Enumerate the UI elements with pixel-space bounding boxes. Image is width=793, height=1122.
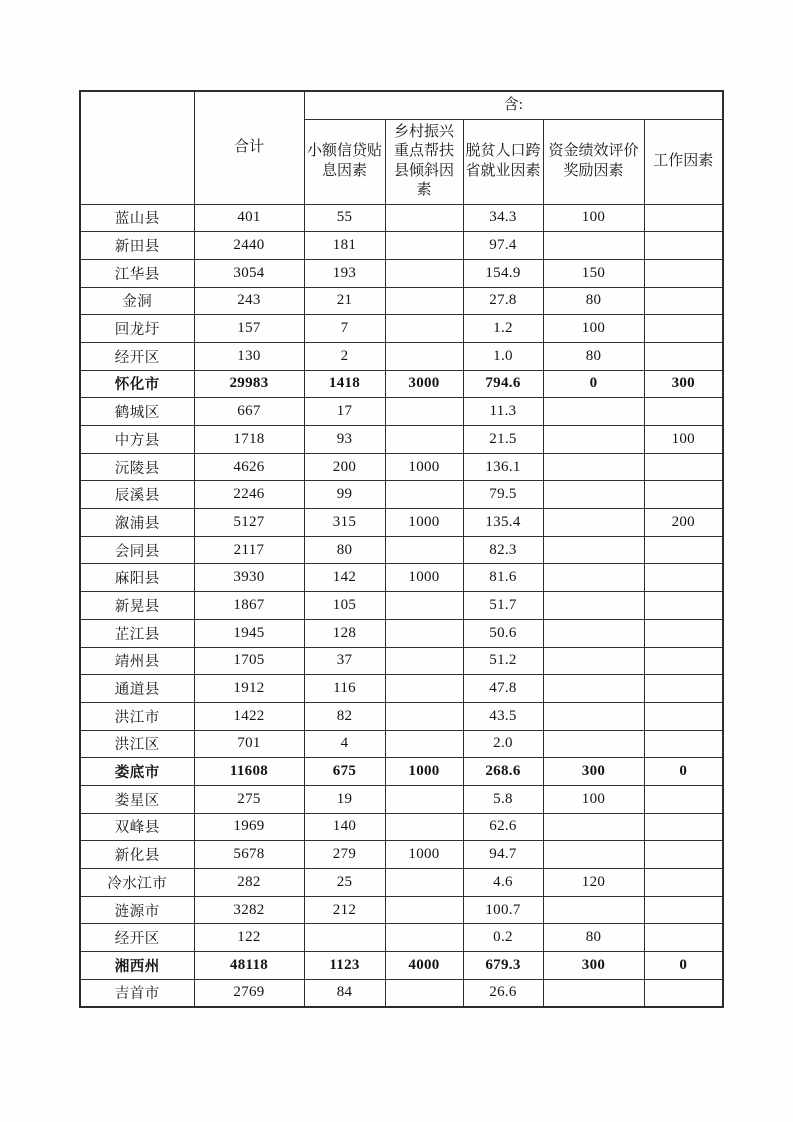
table-row <box>80 204 723 232</box>
county-tilt-cell <box>385 675 463 703</box>
microcredit-cell: 181 <box>304 232 385 260</box>
microcredit-cell: 55 <box>304 204 385 232</box>
microcredit-cell: 19 <box>304 785 385 813</box>
work-factor-cell <box>644 342 723 370</box>
county-tilt-cell <box>385 259 463 287</box>
table-row <box>80 647 723 675</box>
region-name-cell: 中方县 <box>80 426 194 454</box>
employment-cell: 27.8 <box>463 287 543 315</box>
performance-cell: 120 <box>543 869 644 897</box>
work-factor-cell <box>644 287 723 315</box>
work-factor-cell <box>644 979 723 1007</box>
county-tilt-cell <box>385 896 463 924</box>
table-row <box>80 370 723 398</box>
employment-cell: 1.2 <box>463 315 543 343</box>
performance-cell: 0 <box>543 370 644 398</box>
county-tilt-cell <box>385 426 463 454</box>
performance-cell <box>543 813 644 841</box>
employment-cell: 82.3 <box>463 536 543 564</box>
employment-cell: 21.5 <box>463 426 543 454</box>
region-name-cell: 会同县 <box>80 536 194 564</box>
allocation-table <box>79 90 724 1008</box>
performance-cell: 300 <box>543 758 644 786</box>
work-factor-cell <box>644 619 723 647</box>
work-factor-cell <box>644 702 723 730</box>
performance-cell <box>543 426 644 454</box>
employment-column-header: 脱贫人口跨省就业因素 <box>463 119 543 204</box>
total-cell: 122 <box>194 924 304 952</box>
total-cell: 1422 <box>194 702 304 730</box>
performance-cell: 80 <box>543 287 644 315</box>
work-factor-cell <box>644 869 723 897</box>
employment-cell: 4.6 <box>463 869 543 897</box>
county-tilt-cell <box>385 924 463 952</box>
microcredit-cell: 128 <box>304 619 385 647</box>
table-row <box>80 896 723 924</box>
work-factor-cell <box>644 398 723 426</box>
table-row <box>80 979 723 1007</box>
region-name-cell: 鹤城区 <box>80 398 194 426</box>
employment-cell: 136.1 <box>463 453 543 481</box>
region-name-cell: 新化县 <box>80 841 194 869</box>
county-tilt-cell <box>385 730 463 758</box>
total-cell: 1912 <box>194 675 304 703</box>
total-cell: 401 <box>194 204 304 232</box>
performance-cell: 100 <box>543 204 644 232</box>
region-name-cell: 涟源市 <box>80 896 194 924</box>
table-row <box>80 426 723 454</box>
total-cell: 5127 <box>194 509 304 537</box>
performance-cell <box>543 232 644 260</box>
microcredit-cell: 279 <box>304 841 385 869</box>
work-factor-cell <box>644 841 723 869</box>
performance-cell <box>543 730 644 758</box>
employment-cell: 51.7 <box>463 592 543 620</box>
microcredit-cell: 2 <box>304 342 385 370</box>
table-row <box>80 869 723 897</box>
microcredit-cell: 193 <box>304 259 385 287</box>
total-cell: 243 <box>194 287 304 315</box>
employment-cell: 5.8 <box>463 785 543 813</box>
including-header: 含: <box>304 91 723 119</box>
microcredit-cell: 4 <box>304 730 385 758</box>
table-body <box>80 204 723 1007</box>
total-cell: 130 <box>194 342 304 370</box>
microcredit-cell: 17 <box>304 398 385 426</box>
county-tilt-cell <box>385 287 463 315</box>
region-name-cell: 江华县 <box>80 259 194 287</box>
table-row <box>80 259 723 287</box>
microcredit-cell: 212 <box>304 896 385 924</box>
table-row <box>80 398 723 426</box>
table-row <box>80 342 723 370</box>
microcredit-cell <box>304 924 385 952</box>
county-tilt-cell <box>385 398 463 426</box>
work-factor-cell: 300 <box>644 370 723 398</box>
table-row <box>80 813 723 841</box>
table-row <box>80 315 723 343</box>
performance-cell: 100 <box>543 315 644 343</box>
county-tilt-cell <box>385 619 463 647</box>
microcredit-cell: 21 <box>304 287 385 315</box>
region-name-cell: 回龙圩 <box>80 315 194 343</box>
total-cell: 282 <box>194 869 304 897</box>
total-column-header: 合计 <box>194 91 304 204</box>
region-name-cell: 麻阳县 <box>80 564 194 592</box>
county-tilt-cell: 1000 <box>385 841 463 869</box>
performance-cell <box>543 647 644 675</box>
performance-cell: 150 <box>543 259 644 287</box>
table-header <box>80 91 723 204</box>
work-factor-cell <box>644 896 723 924</box>
work-factor-cell <box>644 647 723 675</box>
total-cell: 1867 <box>194 592 304 620</box>
microcredit-cell: 142 <box>304 564 385 592</box>
region-name-cell: 新田县 <box>80 232 194 260</box>
county-tilt-cell <box>385 481 463 509</box>
employment-cell: 47.8 <box>463 675 543 703</box>
total-cell: 1718 <box>194 426 304 454</box>
work-factor-cell: 100 <box>644 426 723 454</box>
total-cell: 2440 <box>194 232 304 260</box>
total-cell: 1705 <box>194 647 304 675</box>
microcredit-cell: 37 <box>304 647 385 675</box>
performance-cell: 100 <box>543 785 644 813</box>
performance-cell <box>543 896 644 924</box>
work-factor-cell <box>644 564 723 592</box>
county-tilt-cell: 4000 <box>385 952 463 980</box>
employment-cell: 43.5 <box>463 702 543 730</box>
microcredit-cell: 7 <box>304 315 385 343</box>
employment-cell: 94.7 <box>463 841 543 869</box>
employment-cell: 154.9 <box>463 259 543 287</box>
performance-cell <box>543 398 644 426</box>
microcredit-cell: 105 <box>304 592 385 620</box>
work-factor-cell <box>644 813 723 841</box>
table-row <box>80 509 723 537</box>
total-cell: 1969 <box>194 813 304 841</box>
county-tilt-cell: 1000 <box>385 758 463 786</box>
performance-cell <box>543 619 644 647</box>
table-row <box>80 619 723 647</box>
total-cell: 2769 <box>194 979 304 1007</box>
total-cell: 2246 <box>194 481 304 509</box>
employment-cell: 135.4 <box>463 509 543 537</box>
work-factor-cell <box>644 675 723 703</box>
microcredit-cell: 82 <box>304 702 385 730</box>
performance-cell <box>543 536 644 564</box>
county-tilt-cell: 1000 <box>385 509 463 537</box>
employment-cell: 2.0 <box>463 730 543 758</box>
region-name-cell: 吉首市 <box>80 979 194 1007</box>
table-row <box>80 287 723 315</box>
performance-cell <box>543 592 644 620</box>
total-cell: 3930 <box>194 564 304 592</box>
region-name-cell: 辰溪县 <box>80 481 194 509</box>
header-row-including <box>80 91 723 119</box>
total-cell: 2117 <box>194 536 304 564</box>
work-factor-cell <box>644 924 723 952</box>
region-name-cell: 娄底市 <box>80 758 194 786</box>
region-name-cell: 经开区 <box>80 924 194 952</box>
microcredit-cell: 84 <box>304 979 385 1007</box>
total-cell: 4626 <box>194 453 304 481</box>
county-tilt-cell: 1000 <box>385 564 463 592</box>
work-factor-cell: 0 <box>644 952 723 980</box>
county-tilt-cell <box>385 979 463 1007</box>
work-factor-cell: 0 <box>644 758 723 786</box>
performance-cell <box>543 453 644 481</box>
performance-cell <box>543 675 644 703</box>
corner-cell <box>80 91 194 204</box>
microcredit-cell: 93 <box>304 426 385 454</box>
region-name-cell: 蓝山县 <box>80 204 194 232</box>
performance-cell <box>543 564 644 592</box>
region-name-cell: 洪江区 <box>80 730 194 758</box>
work-factor-cell <box>644 232 723 260</box>
employment-cell: 50.6 <box>463 619 543 647</box>
region-name-cell: 冷水江市 <box>80 869 194 897</box>
employment-cell: 79.5 <box>463 481 543 509</box>
total-cell: 11608 <box>194 758 304 786</box>
work-factor-cell <box>644 481 723 509</box>
table-row <box>80 536 723 564</box>
employment-cell: 100.7 <box>463 896 543 924</box>
performance-cell <box>543 481 644 509</box>
county-tilt-cell: 3000 <box>385 370 463 398</box>
table-row <box>80 785 723 813</box>
work-factor-cell <box>644 453 723 481</box>
microcredit-cell: 1418 <box>304 370 385 398</box>
total-cell: 275 <box>194 785 304 813</box>
county-tilt-cell <box>385 647 463 675</box>
table-row <box>80 232 723 260</box>
total-cell: 3282 <box>194 896 304 924</box>
county-tilt-cell <box>385 702 463 730</box>
total-cell: 701 <box>194 730 304 758</box>
performance-cell <box>543 702 644 730</box>
employment-cell: 62.6 <box>463 813 543 841</box>
county-tilt-cell <box>385 232 463 260</box>
work-factor-cell <box>644 204 723 232</box>
microcredit-cell: 1123 <box>304 952 385 980</box>
region-name-cell: 沅陵县 <box>80 453 194 481</box>
region-name-cell: 金洞 <box>80 287 194 315</box>
microcredit-cell: 200 <box>304 453 385 481</box>
table-row <box>80 453 723 481</box>
work-factor-column-header: 工作因素 <box>644 119 723 204</box>
work-factor-cell: 200 <box>644 509 723 537</box>
county-tilt-cell <box>385 869 463 897</box>
microcredit-cell: 140 <box>304 813 385 841</box>
total-cell: 1945 <box>194 619 304 647</box>
total-cell: 29983 <box>194 370 304 398</box>
county-tilt-cell <box>385 592 463 620</box>
region-name-cell: 新晃县 <box>80 592 194 620</box>
microcredit-cell: 116 <box>304 675 385 703</box>
table-row <box>80 841 723 869</box>
employment-cell: 11.3 <box>463 398 543 426</box>
performance-cell <box>543 979 644 1007</box>
table-row <box>80 702 723 730</box>
table-row <box>80 730 723 758</box>
county-tilt-cell <box>385 315 463 343</box>
performance-column-header: 资金绩效评价奖励因素 <box>543 119 644 204</box>
microcredit-column-header: 小额信贷贴息因素 <box>304 119 385 204</box>
employment-cell: 679.3 <box>463 952 543 980</box>
region-name-cell: 芷江县 <box>80 619 194 647</box>
work-factor-cell <box>644 730 723 758</box>
region-name-cell: 怀化市 <box>80 370 194 398</box>
table-row <box>80 481 723 509</box>
performance-cell: 300 <box>543 952 644 980</box>
work-factor-cell <box>644 259 723 287</box>
employment-cell: 1.0 <box>463 342 543 370</box>
microcredit-cell: 315 <box>304 509 385 537</box>
employment-cell: 81.6 <box>463 564 543 592</box>
region-name-cell: 溆浦县 <box>80 509 194 537</box>
region-name-cell: 经开区 <box>80 342 194 370</box>
work-factor-cell <box>644 536 723 564</box>
performance-cell: 80 <box>543 342 644 370</box>
region-name-cell: 靖州县 <box>80 647 194 675</box>
region-name-cell: 双峰县 <box>80 813 194 841</box>
county-tilt-cell <box>385 536 463 564</box>
work-factor-cell <box>644 315 723 343</box>
table-row <box>80 592 723 620</box>
employment-cell: 97.4 <box>463 232 543 260</box>
microcredit-cell: 99 <box>304 481 385 509</box>
region-name-cell: 湘西州 <box>80 952 194 980</box>
total-cell: 157 <box>194 315 304 343</box>
total-cell: 3054 <box>194 259 304 287</box>
performance-cell <box>543 841 644 869</box>
microcredit-cell: 25 <box>304 869 385 897</box>
table-row <box>80 564 723 592</box>
performance-cell: 80 <box>543 924 644 952</box>
total-cell: 48118 <box>194 952 304 980</box>
performance-cell <box>543 509 644 537</box>
employment-cell: 26.6 <box>463 979 543 1007</box>
region-name-cell: 通道县 <box>80 675 194 703</box>
county-tilt-cell <box>385 204 463 232</box>
microcredit-cell: 675 <box>304 758 385 786</box>
table-row <box>80 675 723 703</box>
employment-cell: 0.2 <box>463 924 543 952</box>
work-factor-cell <box>644 592 723 620</box>
county-tilt-cell <box>385 813 463 841</box>
county-tilt-cell: 1000 <box>385 453 463 481</box>
county-tilt-cell <box>385 342 463 370</box>
work-factor-cell <box>644 785 723 813</box>
county-tilt-cell <box>385 785 463 813</box>
region-name-cell: 娄星区 <box>80 785 194 813</box>
employment-cell: 794.6 <box>463 370 543 398</box>
microcredit-cell: 80 <box>304 536 385 564</box>
table-row <box>80 952 723 980</box>
employment-cell: 34.3 <box>463 204 543 232</box>
table-row <box>80 924 723 952</box>
table-row <box>80 758 723 786</box>
region-name-cell: 洪江市 <box>80 702 194 730</box>
total-cell: 5678 <box>194 841 304 869</box>
employment-cell: 268.6 <box>463 758 543 786</box>
county-tilt-column-header: 乡村振兴重点帮扶县倾斜因素 <box>385 119 463 204</box>
employment-cell: 51.2 <box>463 647 543 675</box>
total-cell: 667 <box>194 398 304 426</box>
